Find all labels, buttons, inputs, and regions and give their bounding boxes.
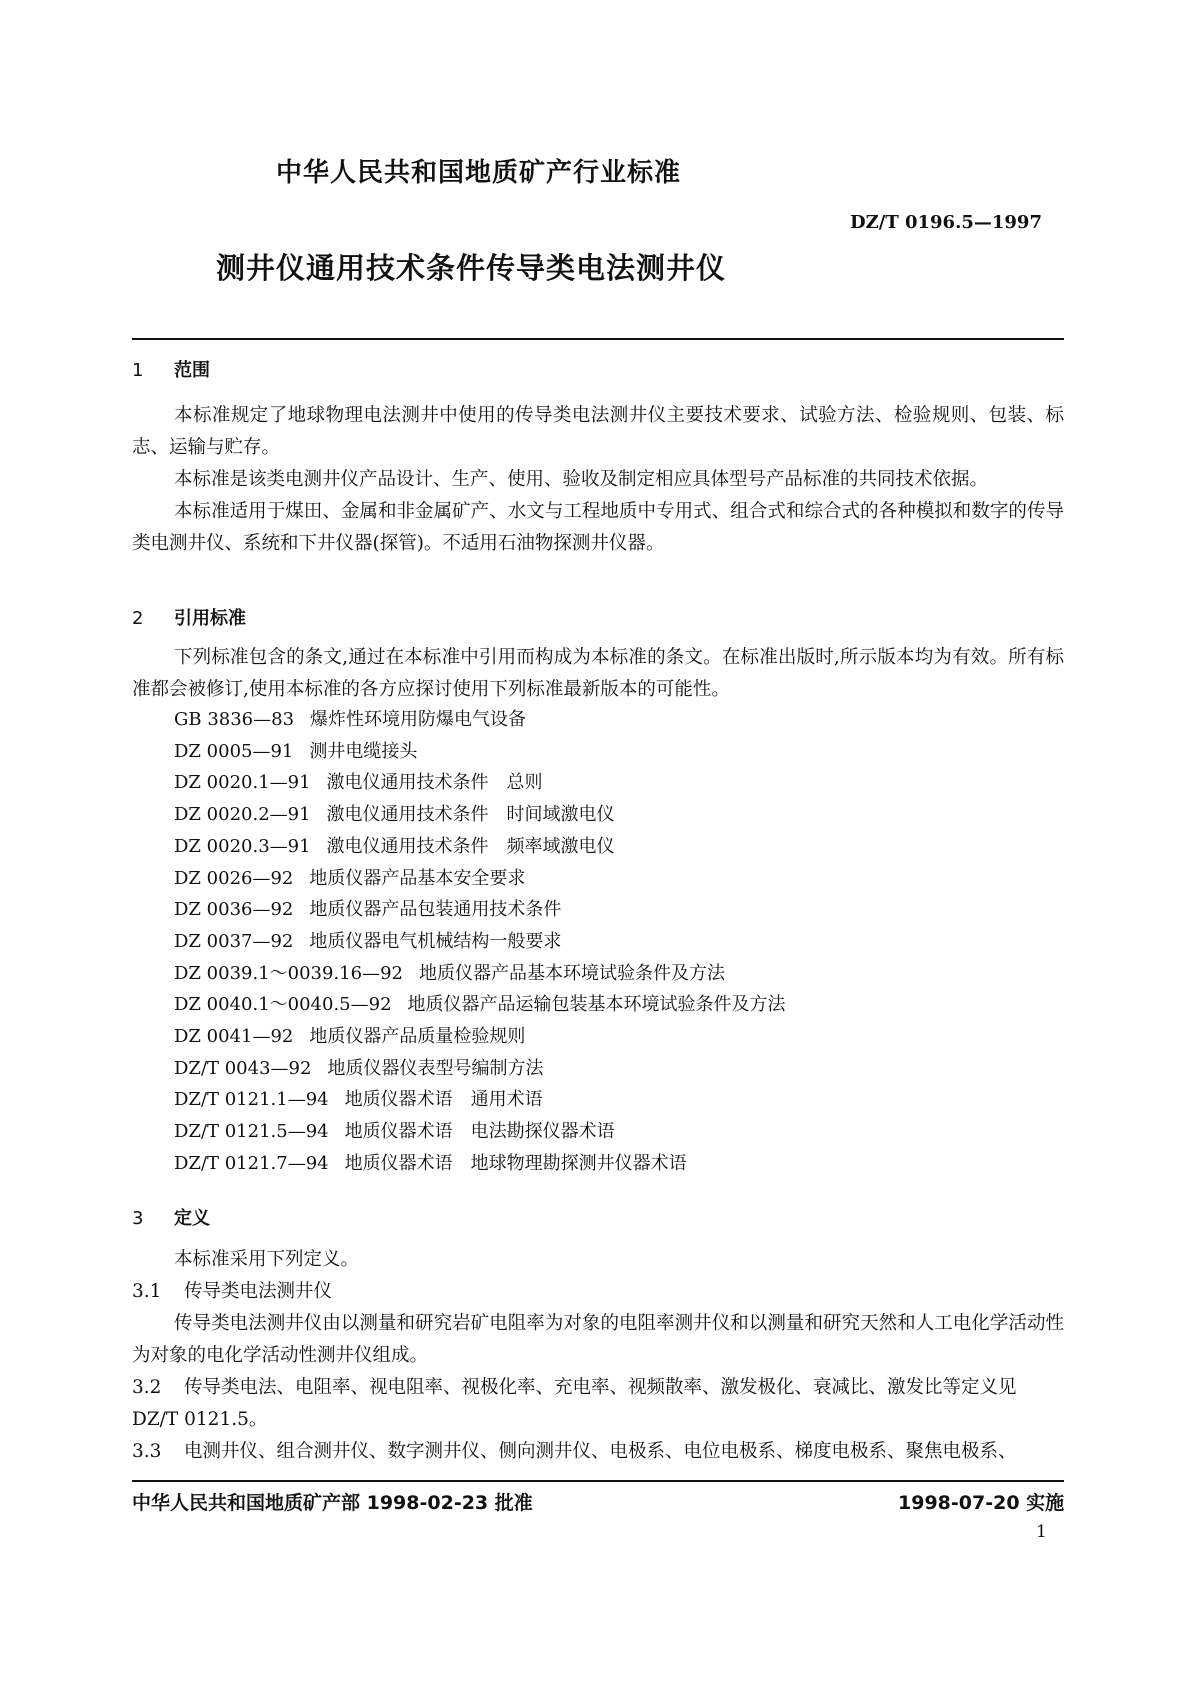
section-3-heading bbox=[132, 1204, 210, 1230]
reference-code: DZ 0039.1～0039.16—92 bbox=[174, 962, 403, 984]
reference-title: 激电仪通用技术条件 频率域激电仪 bbox=[326, 835, 615, 857]
section-1-para-3: 本标准适用于煤田、金属和非金属矿产、水文与工程地质中专用式、组合式和综合式的各种模拟和数字的传导类电测井仪、系统和下井仪器(探管)。不适用石油物探测井仪器。 bbox=[132, 501, 1064, 554]
reference-code: DZ 0005—91 bbox=[174, 740, 294, 762]
section-number: 3 bbox=[132, 1208, 144, 1229]
effective-date: 1998-07-20 实施 bbox=[898, 1492, 1065, 1514]
definition-3-2 bbox=[132, 1372, 1064, 1404]
reference-code: DZ 0020.2—91 bbox=[174, 804, 311, 826]
reference-title: 激电仪通用技术条件 时间域激电仪 bbox=[326, 804, 615, 826]
reference-title: 地质仪器电气机械结构一般要求 bbox=[309, 930, 562, 952]
section-1-heading bbox=[132, 356, 210, 382]
reference-title: 地质仪器术语 地球物理勘探测井仪器术语 bbox=[344, 1152, 687, 1174]
section-number: 2 bbox=[132, 608, 144, 629]
reference-title: 测井电缆接头 bbox=[309, 740, 418, 762]
top-divider bbox=[132, 338, 1064, 340]
definition-number: 3.1 bbox=[132, 1281, 162, 1302]
definition-3-1-body: 传导类电法测井仪由以测量和研究岩矿电阻率为对象的电阻率测井仪和以测量和研究天然和人工电化学活动性为对象的电化学活动性测井仪组成。 bbox=[132, 1313, 1064, 1366]
reference-title: 地质仪器产品包装通用技术条件 bbox=[309, 899, 562, 921]
reference-item bbox=[174, 926, 786, 958]
page-number: 1 bbox=[1036, 1522, 1047, 1542]
definition-3-1-heading bbox=[132, 1276, 332, 1308]
section-2-heading bbox=[132, 604, 246, 630]
definition-text: 电测井仪、组合测井仪、数字测井仪、侧向测井仪、电极系、电位电极系、梯度电极系、聚焦电极系、 bbox=[184, 1441, 1017, 1462]
reference-item bbox=[174, 863, 786, 895]
reference-code: DZ/T 0043—92 bbox=[174, 1057, 312, 1079]
definition-text: 传导类电法、电阻率、视电阻率、视极化率、充电率、视频散率、激发极化、衰减比、激发比等定义见 bbox=[184, 1377, 1017, 1398]
reference-code: DZ/T 0121.7—94 bbox=[174, 1152, 329, 1174]
section-title: 引用标准 bbox=[174, 608, 246, 629]
reference-title: 激电仪通用技术条件 总则 bbox=[326, 772, 543, 794]
reference-code: DZ 0020.3—91 bbox=[174, 835, 311, 857]
section-number: 1 bbox=[132, 360, 144, 381]
reference-title: 地质仪器术语 通用术语 bbox=[344, 1089, 543, 1111]
reference-code: GB 3836—83 bbox=[174, 709, 295, 730]
reference-code: DZ 0026—92 bbox=[174, 867, 294, 889]
reference-code: DZ 0036—92 bbox=[174, 899, 294, 921]
reference-item bbox=[174, 1084, 786, 1116]
reference-item bbox=[174, 767, 786, 799]
reference-item bbox=[174, 704, 786, 736]
reference-title: 地质仪器术语 电法勘探仪器术语 bbox=[344, 1121, 615, 1143]
reference-title: 地质仪器仪表型号编制方法 bbox=[327, 1057, 544, 1079]
reference-title: 地质仪器产品运输包装基本环境试验条件及方法 bbox=[407, 994, 786, 1016]
reference-item bbox=[174, 1148, 786, 1180]
reference-item bbox=[174, 1116, 786, 1148]
approval-statement: 中华人民共和国地质矿产部 1998-02-23 批准 bbox=[132, 1492, 533, 1514]
reference-title: 地质仪器产品基本安全要求 bbox=[309, 867, 526, 889]
definition-number: 3.3 bbox=[132, 1441, 162, 1462]
issuer-title: 中华人民共和国地质矿产行业标准 bbox=[276, 158, 682, 188]
section-1-para-2: 本标准是该类电测井仪产品设计、生产、使用、验收及制定相应具体型号产品标准的共同技术依据。 bbox=[174, 469, 989, 490]
reference-item bbox=[174, 1021, 786, 1053]
reference-code: DZ/T 0121.1—94 bbox=[174, 1089, 329, 1111]
section-3-intro: 本标准采用下列定义。 bbox=[174, 1249, 360, 1270]
reference-code: DZ 0020.1—91 bbox=[174, 772, 311, 794]
reference-title: 地质仪器产品基本环境试验条件及方法 bbox=[418, 962, 725, 984]
definition-title: 传导类电法测井仪 bbox=[184, 1281, 333, 1302]
reference-code: DZ 0037—92 bbox=[174, 930, 294, 952]
section-2-intro: 下列标准包含的条文,通过在本标准中引用而构成为本标准的条文。在标准出版时,所示版本均为有效。所有标准都会被修订,使用本标准的各方应探讨使用下列标准最新版本的可能性。 bbox=[132, 647, 1064, 700]
reference-code: DZ 0041—92 bbox=[174, 1026, 294, 1048]
reference-title: 地质仪器产品质量检验规则 bbox=[309, 1026, 526, 1048]
bottom-divider bbox=[132, 1480, 1064, 1482]
section-title: 范围 bbox=[174, 360, 210, 381]
reference-item bbox=[174, 831, 786, 863]
reference-item bbox=[174, 894, 786, 926]
reference-item bbox=[174, 736, 786, 768]
reference-code: DZ 0040.1～0040.5—92 bbox=[174, 994, 392, 1016]
reference-code: DZ/T 0121.5—94 bbox=[174, 1121, 329, 1143]
section-title: 定义 bbox=[174, 1208, 210, 1229]
standard-code: DZ/T 0196.5—1997 bbox=[850, 212, 1042, 233]
section-1-para-1: 本标准规定了地球物理电法测井中使用的传导类电法测井仪主要技术要求、试验方法、检验规则、包装、标志、运输与贮存。 bbox=[132, 405, 1064, 458]
reference-title: 爆炸性环境用防爆电气设备 bbox=[310, 709, 527, 730]
definition-3-2-continued: DZ/T 0121.5。 bbox=[132, 1409, 268, 1430]
reference-item bbox=[174, 989, 786, 1021]
definition-number: 3.2 bbox=[132, 1377, 162, 1398]
reference-item bbox=[174, 799, 786, 831]
definition-3-3 bbox=[132, 1436, 1064, 1468]
reference-item bbox=[174, 958, 786, 990]
document-title: 测井仪通用技术条件传导类电法测井仪 bbox=[216, 251, 727, 285]
reference-item bbox=[174, 1053, 786, 1085]
reference-list bbox=[174, 704, 786, 1180]
